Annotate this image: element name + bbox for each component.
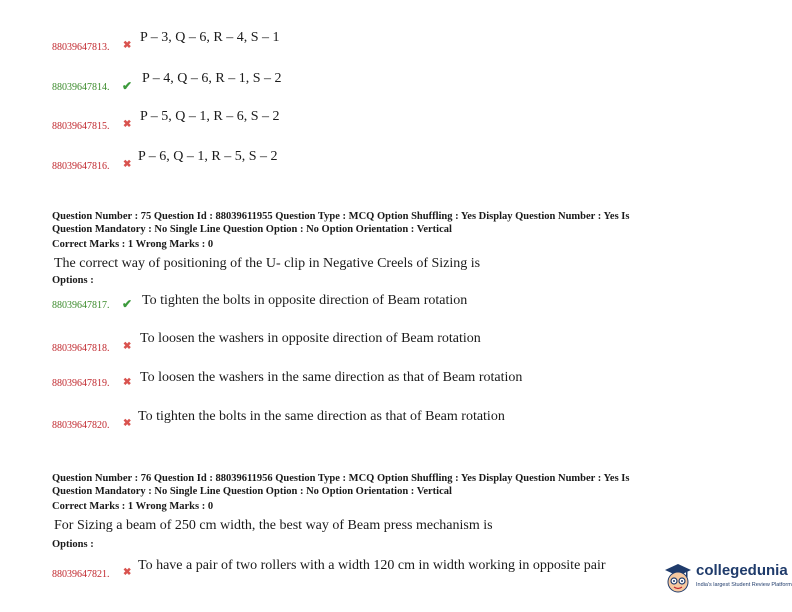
question-marks: Correct Marks : 1 Wrong Marks : 0 [52, 239, 214, 250]
logo-brand: collegedunia [696, 562, 788, 579]
question-header-line: Question Mandatory : No Single Line Question Option : No Option Orientation : Vertical [52, 486, 452, 497]
collegedunia-logo [662, 560, 792, 600]
option-text: P – 6, Q – 1, R – 5, S – 2 [138, 149, 278, 164]
option-text: P – 5, Q – 1, R – 6, S – 2 [140, 109, 280, 124]
question-header [52, 472, 752, 498]
option-id: 88039647813. [52, 42, 110, 53]
mascot-icon [662, 560, 694, 596]
option-text: To loosen the washers in opposite direction of Beam rotation [140, 331, 481, 346]
option-text: P – 4, Q – 6, R – 1, S – 2 [142, 71, 282, 86]
option-text: To loosen the washers in the same direction as that of Beam rotation [140, 370, 523, 385]
check-icon: ✔ [122, 79, 133, 93]
option-id: 88039647818. [52, 343, 110, 354]
cross-icon: ✖ [123, 567, 132, 578]
option-text: P – 3, Q – 6, R – 4, S – 1 [140, 30, 280, 45]
options-label: Options : [52, 539, 94, 550]
cross-icon: ✖ [123, 159, 132, 170]
option-id: 88039647819. [52, 378, 110, 389]
question-marks: Correct Marks : 1 Wrong Marks : 0 [52, 501, 214, 512]
option-text: To have a pair of two rollers with a width 120 cm in width working in opposite pair [138, 558, 606, 573]
logo-tagline: India's largest Student Review Platform [696, 582, 792, 588]
option-text: To tighten the bolts in opposite direction of Beam rotation [142, 293, 468, 308]
cross-icon: ✖ [123, 341, 132, 352]
cross-icon: ✖ [123, 377, 132, 388]
option-id: 88039647817. [52, 300, 110, 311]
question-header-line: Question Number : 75 Question Id : 88039611955 Question Type : MCQ Option Shuffling : Yes Display Question Number : Yes Is [52, 211, 630, 222]
question-header-line: Question Number : 76 Question Id : 88039611956 Question Type : MCQ Option Shuffling : Yes Display Question Number : Yes Is [52, 473, 630, 484]
option-id: 88039647816. [52, 161, 110, 172]
check-icon: ✔ [122, 297, 133, 311]
option-id: 88039647820. [52, 420, 110, 431]
option-id: 88039647821. [52, 569, 110, 580]
option-id: 88039647814. [52, 82, 110, 93]
option-id: 88039647815. [52, 121, 110, 132]
option-text: To tighten the bolts in the same direction as that of Beam rotation [138, 409, 505, 424]
options-label: Options : [52, 275, 94, 286]
cross-icon: ✖ [123, 418, 132, 429]
cross-icon: ✖ [123, 40, 132, 51]
question-header [52, 210, 752, 236]
question-text: The correct way of positioning of the U- clip in Negative Creels of Sizing is [54, 256, 481, 271]
cross-icon: ✖ [123, 119, 132, 130]
question-header-line: Question Mandatory : No Single Line Question Option : No Option Orientation : Vertical [52, 224, 452, 235]
question-text: For Sizing a beam of 250 cm width, the best way of Beam press mechanism is [54, 518, 493, 533]
